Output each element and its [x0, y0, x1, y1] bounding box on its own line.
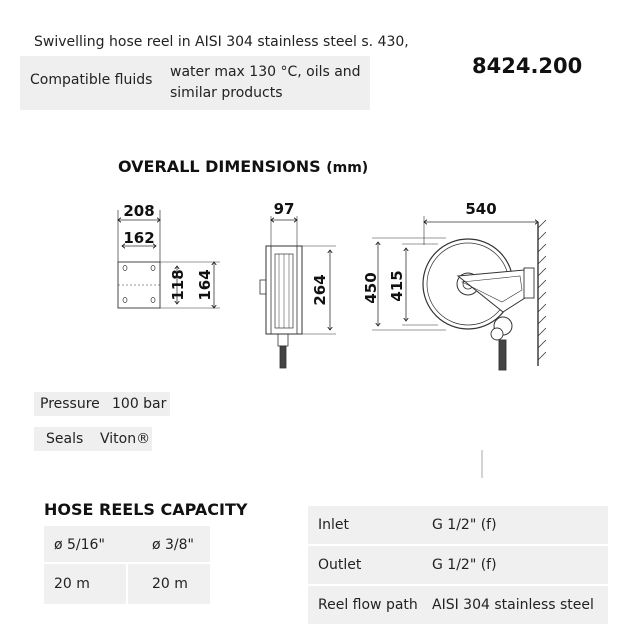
connection-value: G 1/2" (f) [432, 557, 497, 573]
dimensions-unit: (mm) [326, 160, 369, 176]
capacity-divider [126, 564, 128, 604]
table-row [308, 586, 608, 626]
front-height-inner-label: 118 [169, 269, 187, 301]
capacity-value-cell: 20 m [152, 576, 188, 592]
product-code: 8424.200 [472, 54, 583, 78]
side-height-label: 264 [311, 274, 329, 306]
profile-length-label: 540 [465, 200, 497, 218]
pressure-label: Pressure [40, 396, 100, 412]
profile-height-outer-label: 450 [362, 272, 380, 304]
compatible-fluids-value: water max 130 °C, oils and similar products [170, 64, 361, 101]
capacity-title: HOSE REELS CAPACITY [44, 500, 248, 519]
table-row [308, 506, 608, 546]
connection-label: Outlet [318, 557, 362, 573]
product-description: Swivelling hose reel in AISI 304 stainless steel s. 430, [34, 34, 409, 50]
capacity-header-cell: ø 3/8" [152, 537, 194, 553]
front-width-inner-label: 162 [123, 229, 155, 247]
front-height-outer-label: 164 [196, 269, 214, 301]
profile-view [372, 216, 546, 478]
connection-label: Reel flow path [318, 597, 418, 613]
connections-table [308, 506, 608, 626]
compatible-fluids-label: Compatible fluids [30, 72, 153, 88]
connection-value: G 1/2" (f) [432, 517, 497, 533]
profile-height-inner-label: 415 [388, 270, 406, 302]
front-width-outer-label: 208 [123, 202, 155, 220]
dimensions-title-text: OVERALL DIMENSIONS [118, 157, 321, 176]
capacity-value-cell: 20 m [54, 576, 90, 592]
table-row [308, 546, 608, 586]
connection-label: Inlet [318, 517, 349, 533]
pressure-value: 100 bar [112, 396, 167, 412]
seals-label: Seals [46, 431, 84, 447]
seals-value: Viton® [100, 431, 151, 447]
connection-value: AISI 304 stainless steel [432, 597, 594, 613]
side-width-label: 97 [273, 200, 295, 218]
capacity-header-cell: ø 5/16" [54, 537, 105, 553]
